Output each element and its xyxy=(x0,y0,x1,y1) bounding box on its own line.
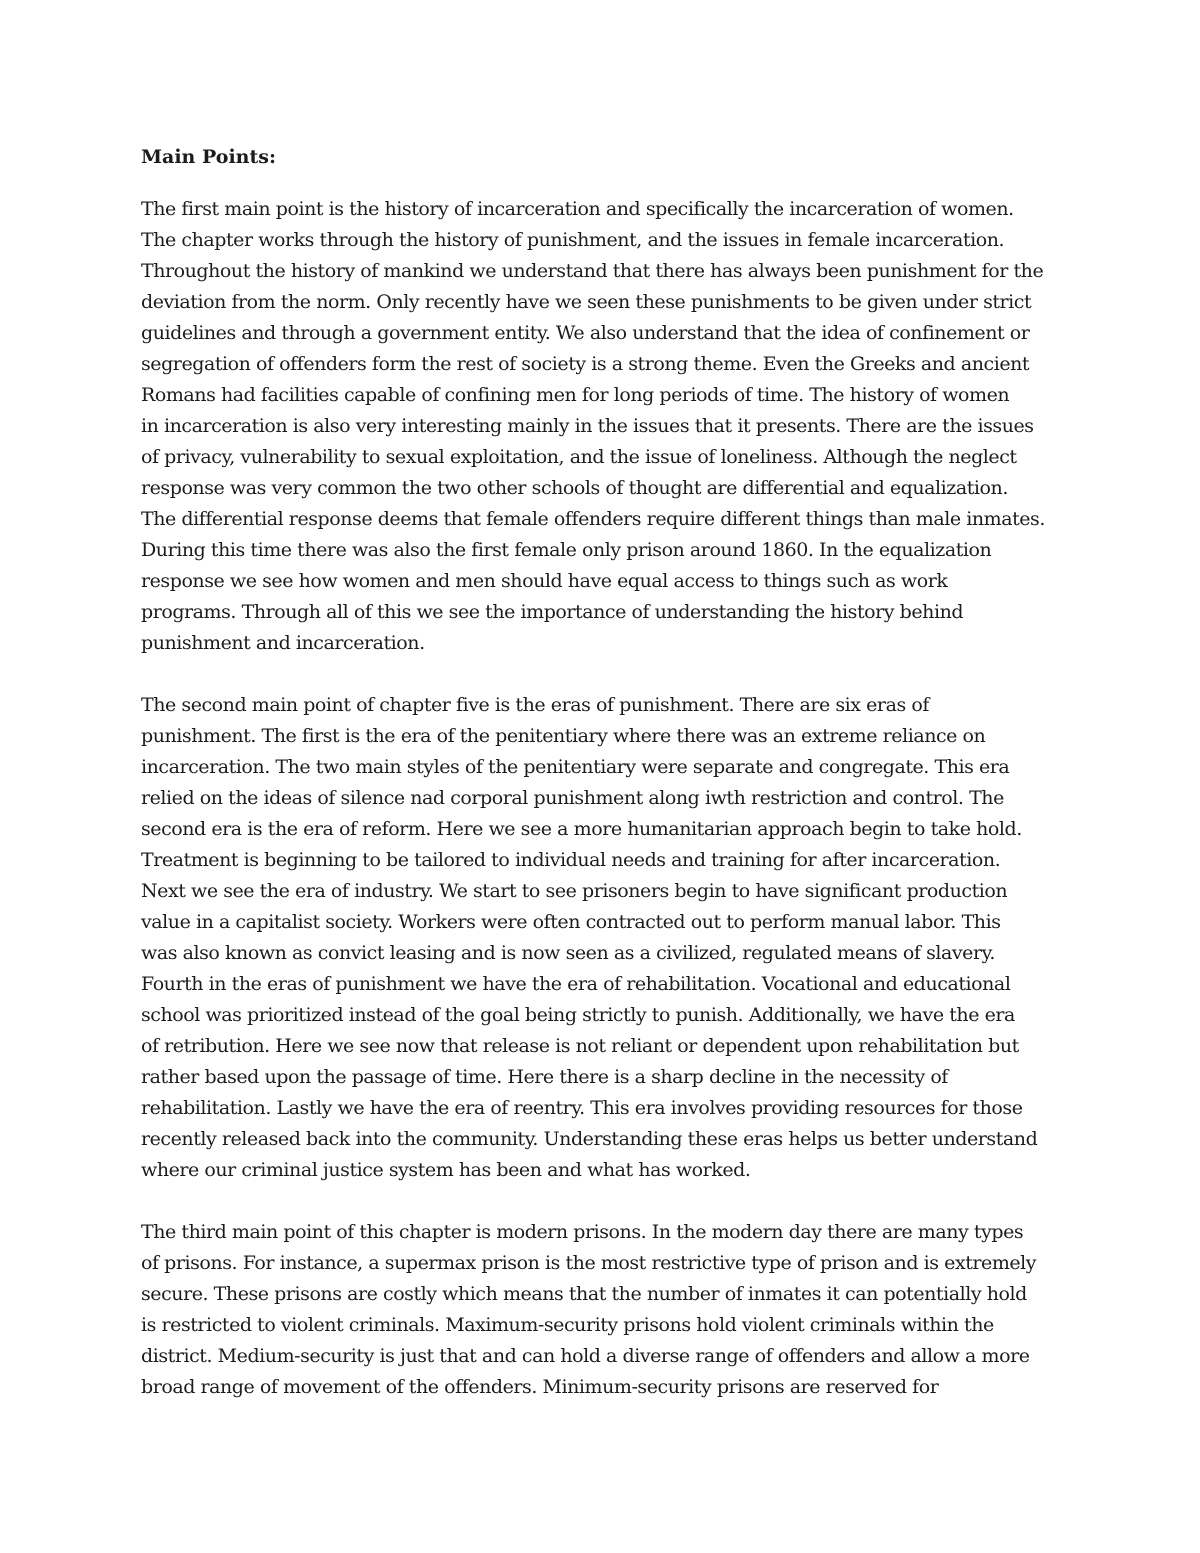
text-line: punishment and incarceration. xyxy=(141,632,425,654)
text-line: school was prioritized instead of the goal being strictly to punish. Additionally, we have the era xyxy=(141,1004,1015,1026)
text-line: of privacy, vulnerability to sexual exploitation, and the issue of loneliness. Although the neglect xyxy=(141,446,1017,468)
text-line: response we see how women and men should have equal access to things such as work xyxy=(141,570,948,592)
text-line: of prisons. For instance, a supermax prison is the most restrictive type of prison and is extremely xyxy=(141,1252,1037,1274)
text-line: The first main point is the history of incarceration and specifically the incarceration of women. xyxy=(141,198,1014,220)
text-line: The second main point of chapter five is the eras of punishment. There are six eras of xyxy=(141,694,929,716)
text-line: value in a capitalist society. Workers were often contracted out to perform manual labor. This xyxy=(141,911,1001,933)
text-line: rather based upon the passage of time. Here there is a sharp decline in the necessity of xyxy=(141,1066,948,1088)
text-line: Romans had facilities capable of confining men for long periods of time. The history of women xyxy=(141,384,1010,406)
text-line: relied on the ideas of silence nad corporal punishment along iwth restriction and control. The xyxy=(141,787,1004,809)
text-line: During this time there was also the first female only prison around 1860. In the equalization xyxy=(141,539,992,561)
text-line: where our criminal justice system has been and what has worked. xyxy=(141,1159,751,1181)
paragraph-2 xyxy=(141,690,1066,1186)
paragraph-spacer xyxy=(141,659,1066,690)
text-line: in incarceration is also very interesting mainly in the issues that it presents. There are the issues xyxy=(141,415,1034,437)
text-line: district. Medium-security is just that and can hold a diverse range of offenders and allow a more xyxy=(141,1345,1030,1367)
text-line: incarceration. The two main styles of the penitentiary were separate and congregate. This era xyxy=(141,756,1010,778)
section-heading: Main Points: xyxy=(141,146,276,168)
text-line: Fourth in the eras of punishment we have the era of rehabilitation. Vocational and educational xyxy=(141,973,1011,995)
text-line: response was very common the two other schools of thought are differential and equalization. xyxy=(141,477,1008,499)
text-line: Treatment is beginning to be tailored to individual needs and training for after incarceration. xyxy=(141,849,1001,871)
paragraph-3 xyxy=(141,1217,1066,1403)
text-line: punishment. The first is the era of the penitentiary where there was an extreme reliance on xyxy=(141,725,986,747)
text-line: second era is the era of reform. Here we see a more humanitarian approach begin to take hold. xyxy=(141,818,1022,840)
text-line: is restricted to violent criminals. Maximum-security prisons hold violent criminals within the xyxy=(141,1314,994,1336)
text-line: Throughout the history of mankind we understand that there has always been punishment for the xyxy=(141,260,1044,282)
text-line: rehabilitation. Lastly we have the era of reentry. This era involves providing resources for those xyxy=(141,1097,1023,1119)
document-body xyxy=(141,142,1066,1403)
text-line: segregation of offenders form the rest of society is a strong theme. Even the Greeks and ancient xyxy=(141,353,1030,375)
text-line: Next we see the era of industry. We start to see prisoners begin to have significant production xyxy=(141,880,1008,902)
paragraph-spacer xyxy=(141,1186,1066,1217)
text-line: The differential response deems that female offenders require different things than male inmates. xyxy=(141,508,1045,530)
text-line: of retribution. Here we see now that release is not reliant or dependent upon rehabilitation but xyxy=(141,1035,1019,1057)
text-line: was also known as convict leasing and is now seen as a civilized, regulated means of slavery. xyxy=(141,942,995,964)
text-line: The chapter works through the history of punishment, and the issues in female incarceration. xyxy=(141,229,1005,251)
text-line: The third main point of this chapter is modern prisons. In the modern day there are many types xyxy=(141,1221,1024,1243)
text-line: broad range of movement of the offenders. Minimum-security prisons are reserved for xyxy=(141,1376,939,1398)
paragraph-container xyxy=(141,194,1066,1403)
paragraph-1 xyxy=(141,194,1066,659)
text-line: guidelines and through a government entity. We also understand that the idea of confinement or xyxy=(141,322,1030,344)
text-line: recently released back into the community. Understanding these eras helps us better understand xyxy=(141,1128,1038,1150)
text-line: programs. Through all of this we see the importance of understanding the history behind xyxy=(141,601,964,623)
text-line: deviation from the norm. Only recently have we seen these punishments to be given under strict xyxy=(141,291,1032,313)
text-line: secure. These prisons are costly which means that the number of inmates it can potentially hold xyxy=(141,1283,1027,1305)
